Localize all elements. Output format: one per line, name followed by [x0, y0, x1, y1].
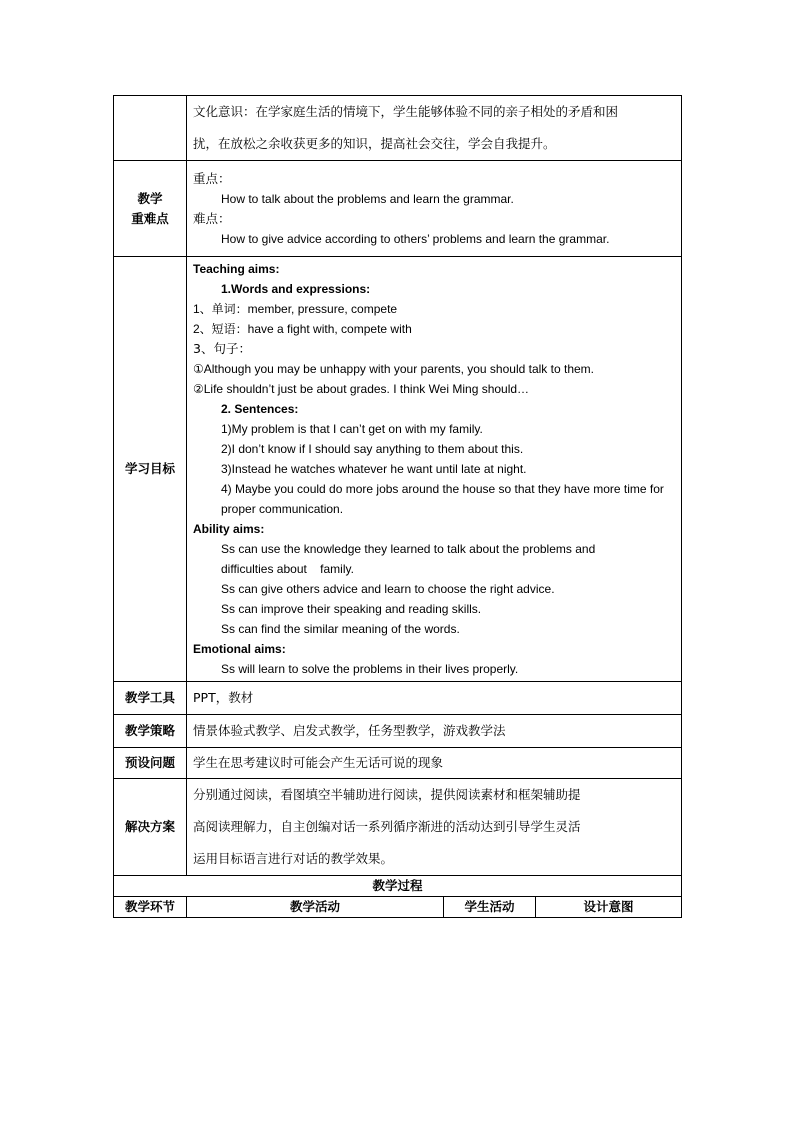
ability-aim-1-continued: difficulties about family.	[221, 562, 354, 576]
anticipated-label-cell: 预设问题	[114, 748, 187, 779]
tools-value-cell: PPT，教材	[187, 682, 682, 715]
ability-aim-4: Ss can find the similar meaning of the words.	[221, 622, 460, 636]
ability-aim-2: Ss can give others advice and learn to choose the right advice.	[221, 582, 555, 596]
sentence-3: 3)Instead he watches whatever he want until late at night.	[221, 462, 527, 476]
objectives-row	[114, 257, 682, 682]
culture-line-1: 文化意识：在学家庭生活的情境下，学生能够体验不同的亲子相处的矛盾和困	[193, 104, 619, 119]
focus-label-cell	[114, 161, 187, 257]
tools-row	[114, 682, 682, 715]
solution-label-cell: 解决方案	[114, 779, 187, 876]
sentence-2: 2)I don’t know if I should say anything to them about this.	[221, 442, 524, 456]
emotional-aim-1: Ss will learn to solve the problems in their lives properly.	[221, 662, 519, 676]
emotional-aims-heading: Emotional aims:	[193, 642, 286, 656]
sentence-4-continued: proper communication.	[221, 502, 344, 516]
strategy-value-cell: 情景体验式教学、启发式教学，任务型教学，游戏教学法	[187, 715, 682, 748]
culture-content-cell	[187, 96, 682, 161]
process-title-row	[114, 876, 682, 897]
culture-line-2: 扰，在放松之余收获更多的知识，提高社会交往，学会自我提升。	[193, 136, 556, 151]
culture-row	[114, 96, 682, 161]
solution-value-cell	[187, 779, 682, 876]
ability-aim-1: Ss can use the knowledge they learned to talk about the problems and	[221, 542, 596, 556]
sentences-heading: 2. Sentences:	[221, 402, 299, 416]
words-line: 1、单词：member, pressure, compete	[193, 302, 398, 316]
tools-label-cell: 教学工具	[114, 682, 187, 715]
phrases-line: 2、短语：have a fight with, compete with	[193, 322, 412, 336]
header-stage: 教学环节	[114, 897, 187, 918]
sentence-1: 1)My problem is that I can’t get on with my family.	[221, 422, 483, 436]
difficult-point-text: How to give advice according to others’ problems and learn the grammar.	[221, 231, 610, 246]
sentences-cn-heading: 3、句子：	[193, 341, 251, 356]
solution-row	[114, 779, 682, 876]
sentence-b: ②Life shouldn’t just be about grades. I think Wei Ming should…	[193, 382, 530, 396]
words-heading: 1.Words and expressions:	[221, 282, 371, 296]
anticipated-value-cell: 学生在思考建议时可能会产生无话可说的现象	[187, 748, 682, 779]
focus-row	[114, 161, 682, 257]
header-teaching-activity: 教学活动	[187, 897, 444, 918]
culture-label-cell	[114, 96, 187, 161]
key-point-text: How to talk about the problems and learn the grammar.	[221, 191, 514, 206]
teaching-aims-heading: Teaching aims:	[193, 262, 280, 276]
strategy-label-cell: 教学策略	[114, 715, 187, 748]
solution-line-3: 运用目标语言进行对话的教学效果。	[193, 851, 394, 866]
solution-line-1: 分别通过阅读，看图填空半辅助进行阅读，提供阅读素材和框架辅助提	[193, 787, 581, 802]
header-design-intent: 设计意图	[536, 897, 682, 918]
ability-aim-3: Ss can improve their speaking and reading skills.	[221, 602, 482, 616]
process-header-row	[114, 897, 682, 918]
process-title: 教学过程	[114, 876, 682, 897]
lesson-plan-table	[113, 95, 682, 918]
ability-aims-heading: Ability aims:	[193, 522, 265, 536]
solution-line-2: 高阅读理解力，自主创编对话一系列循序渐进的活动达到引导学生灵活	[193, 819, 581, 834]
header-student-activity: 学生活动	[444, 897, 536, 918]
focus-label-line-1: 教学	[137, 190, 163, 206]
sentence-4: 4) Maybe you could do more jobs around the house so that they have more time for	[221, 482, 664, 496]
key-point-title: 重点：	[193, 170, 231, 186]
difficult-point-title: 难点：	[193, 210, 231, 226]
strategy-row	[114, 715, 682, 748]
anticipated-row	[114, 748, 682, 779]
focus-label-line-2: 重难点	[131, 210, 169, 226]
objectives-content-cell	[187, 257, 682, 682]
sentence-a: ①Although you may be unhappy with your parents, you should talk to them.	[193, 362, 594, 376]
focus-content-cell	[187, 161, 682, 257]
objectives-label-cell: 学习目标	[114, 257, 187, 682]
